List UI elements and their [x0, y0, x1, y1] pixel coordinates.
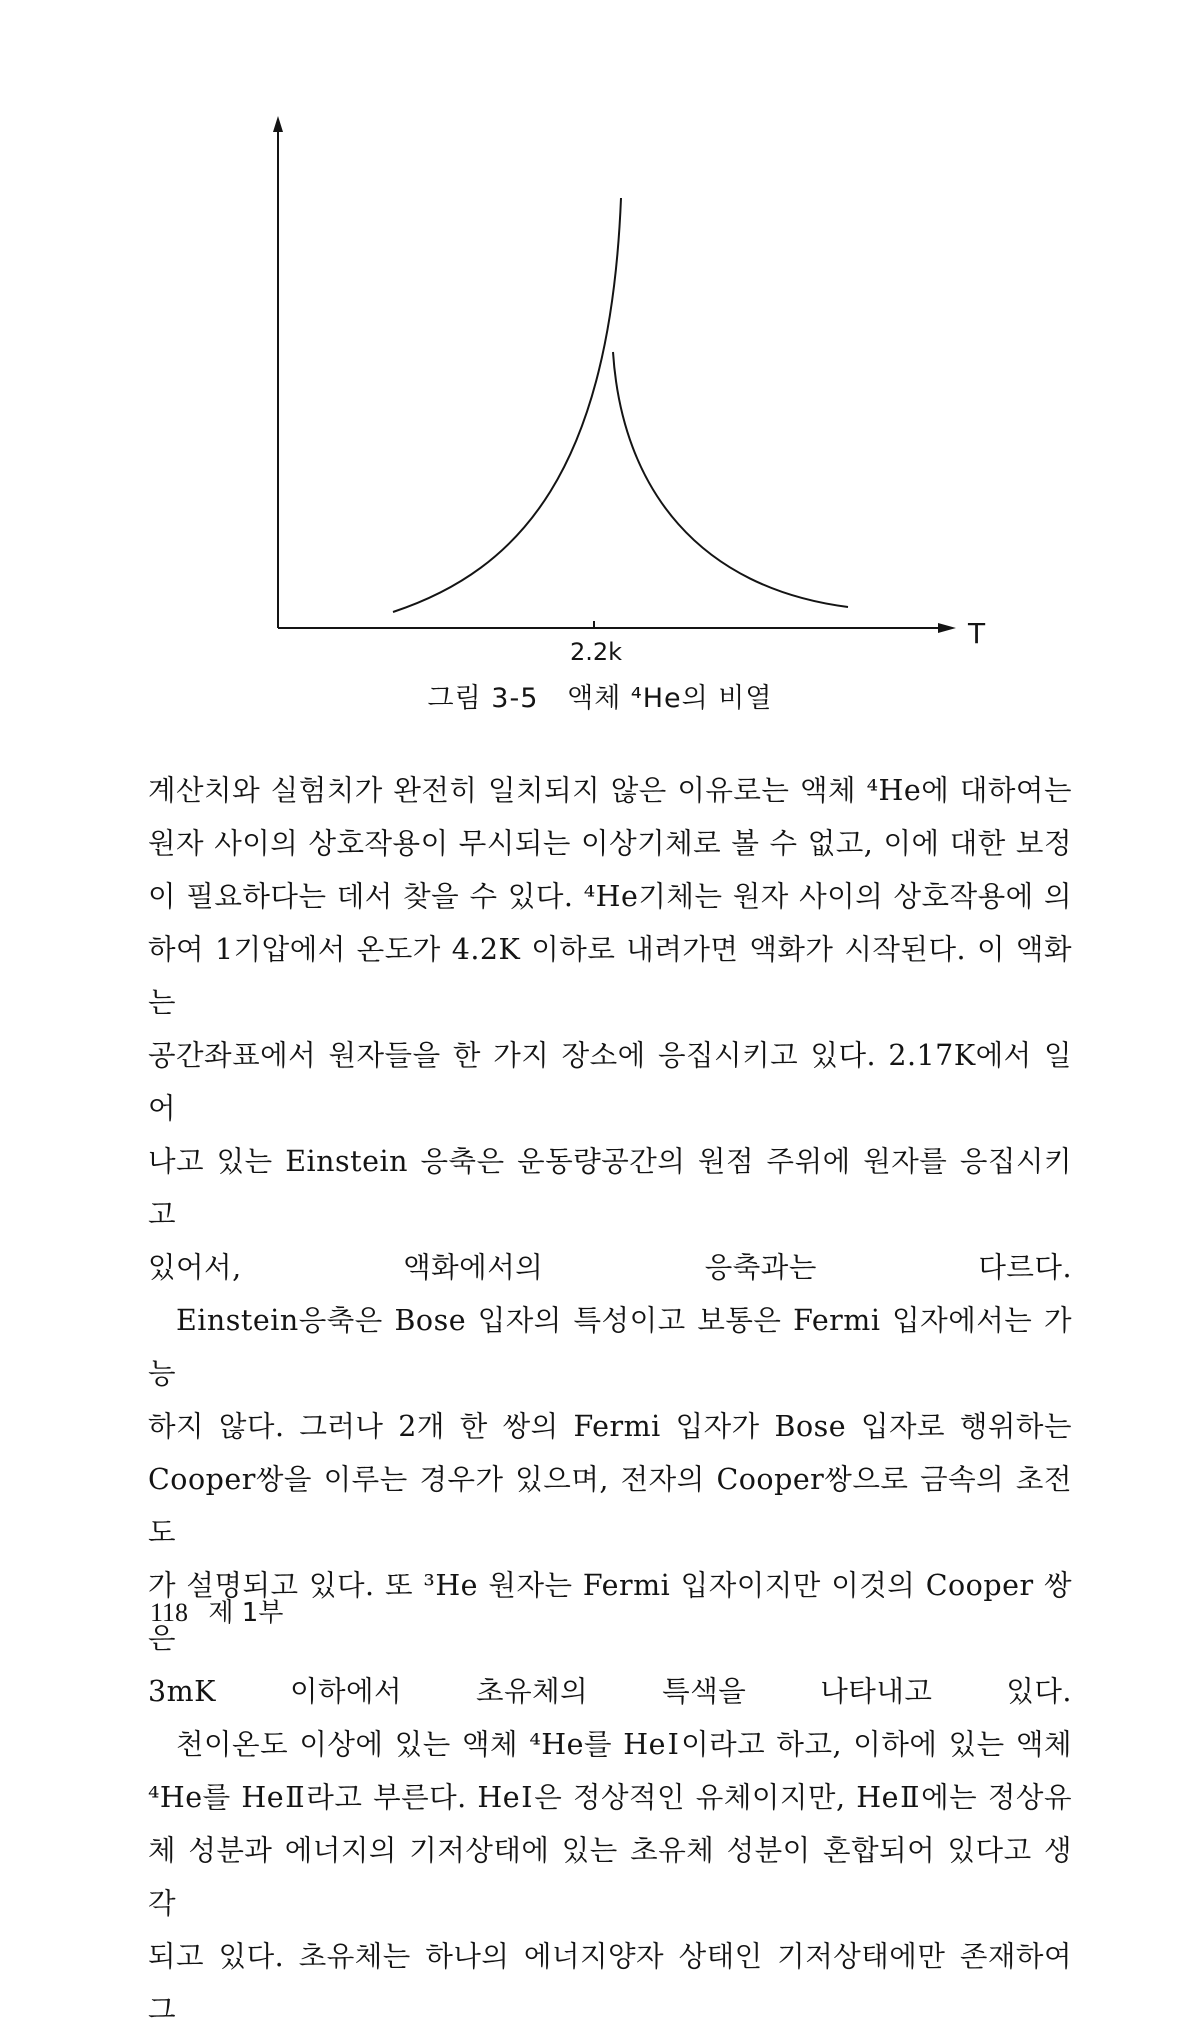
text-line: Cooper쌍을 이루는 경우가 있으며, 전자의 Cooper쌍으로 금속의 초전도: [148, 1463, 1072, 1549]
series-below-transition: [393, 198, 621, 612]
specific-heat-figure: [0, 0, 1200, 740]
text-line: 3mK 이하에서 초유체의 특색을 나타내고 있다.: [148, 1675, 1072, 1708]
body-text: [148, 764, 1072, 2036]
text-line: 이 필요하다는 데서 찾을 수 있다. ⁴He기체는 원자 사이의 상호작용에 의: [148, 880, 1072, 913]
text-line: 원자 사이의 상호작용이 무시되는 이상기체로 볼 수 없고, 이에 대한 보정: [148, 827, 1072, 860]
text-line: Einstein응축은 Bose 입자의 특성이고 보통은 Fermi 입자에서는 가능: [148, 1304, 1072, 1390]
series-above-transition: [613, 352, 848, 607]
text-line: 천이온도 이상에 있는 액체 ⁴He를 HeⅠ이라고 하고, 이하에 있는 액체: [176, 1728, 1072, 1761]
x-axis-label: T: [968, 617, 986, 650]
text-line: 공간좌표에서 원자들을 한 가지 장소에 응집시키고 있다. 2.17K에서 일어: [148, 1039, 1072, 1125]
y-axis-arrowhead: [273, 116, 283, 132]
paragraph-3: [148, 1718, 1072, 2036]
caption-title: 액체 ⁴He의 비열: [567, 683, 773, 714]
text-line: 있어서, 액화에서의 응축과는 다르다.: [148, 1251, 1072, 1284]
text-line: 나고 있는 Einstein 응축은 운동량공간의 원점 주위에 원자를 응집시키고: [148, 1145, 1072, 1231]
text-line: ⁴He를 HeⅡ라고 부른다. HeⅠ은 정상적인 유체이지만, HeⅡ에는 정상유: [148, 1781, 1072, 1814]
text-line: 계산치와 실험치가 완전히 일치되지 않은 이유로는 액체 ⁴He에 대하여는: [148, 774, 1072, 807]
paragraph-2: [148, 1294, 1072, 1718]
x-tick-label: 2.2k: [569, 638, 623, 666]
part-label: 제 1부: [208, 1598, 284, 1628]
text-line: 체 성분과 에너지의 기저상태에 있는 초유체 성분이 혼합되어 있다고 생각: [148, 1834, 1072, 1920]
text-line: 가 설명되고 있다. 또 ³He 원자는 Fermi 입자이지만 이것의 Cooper 쌍은: [148, 1569, 1072, 1655]
figure-caption: [0, 676, 1200, 715]
x-axis-arrowhead: [938, 623, 956, 633]
text-line: 하지 않다. 그러나 2개 한 쌍의 Fermi 입자가 Bose 입자로 행위하는: [148, 1410, 1072, 1443]
page-number: 118: [150, 1598, 189, 1627]
text-line: 하여 1기압에서 온도가 4.2K 이하로 내려가면 액화가 시작된다. 이 액화는: [148, 933, 1072, 1019]
paragraph-1: [148, 764, 1072, 1294]
specific-heat-chart: [0, 0, 1200, 740]
page-footer: [150, 1592, 283, 1629]
caption-label: 그림 3-5: [427, 683, 539, 714]
text-line: 되고 있다. 초유체는 하나의 에너지양자 상태인 기저상태에만 존재하여 그: [148, 1940, 1072, 2026]
